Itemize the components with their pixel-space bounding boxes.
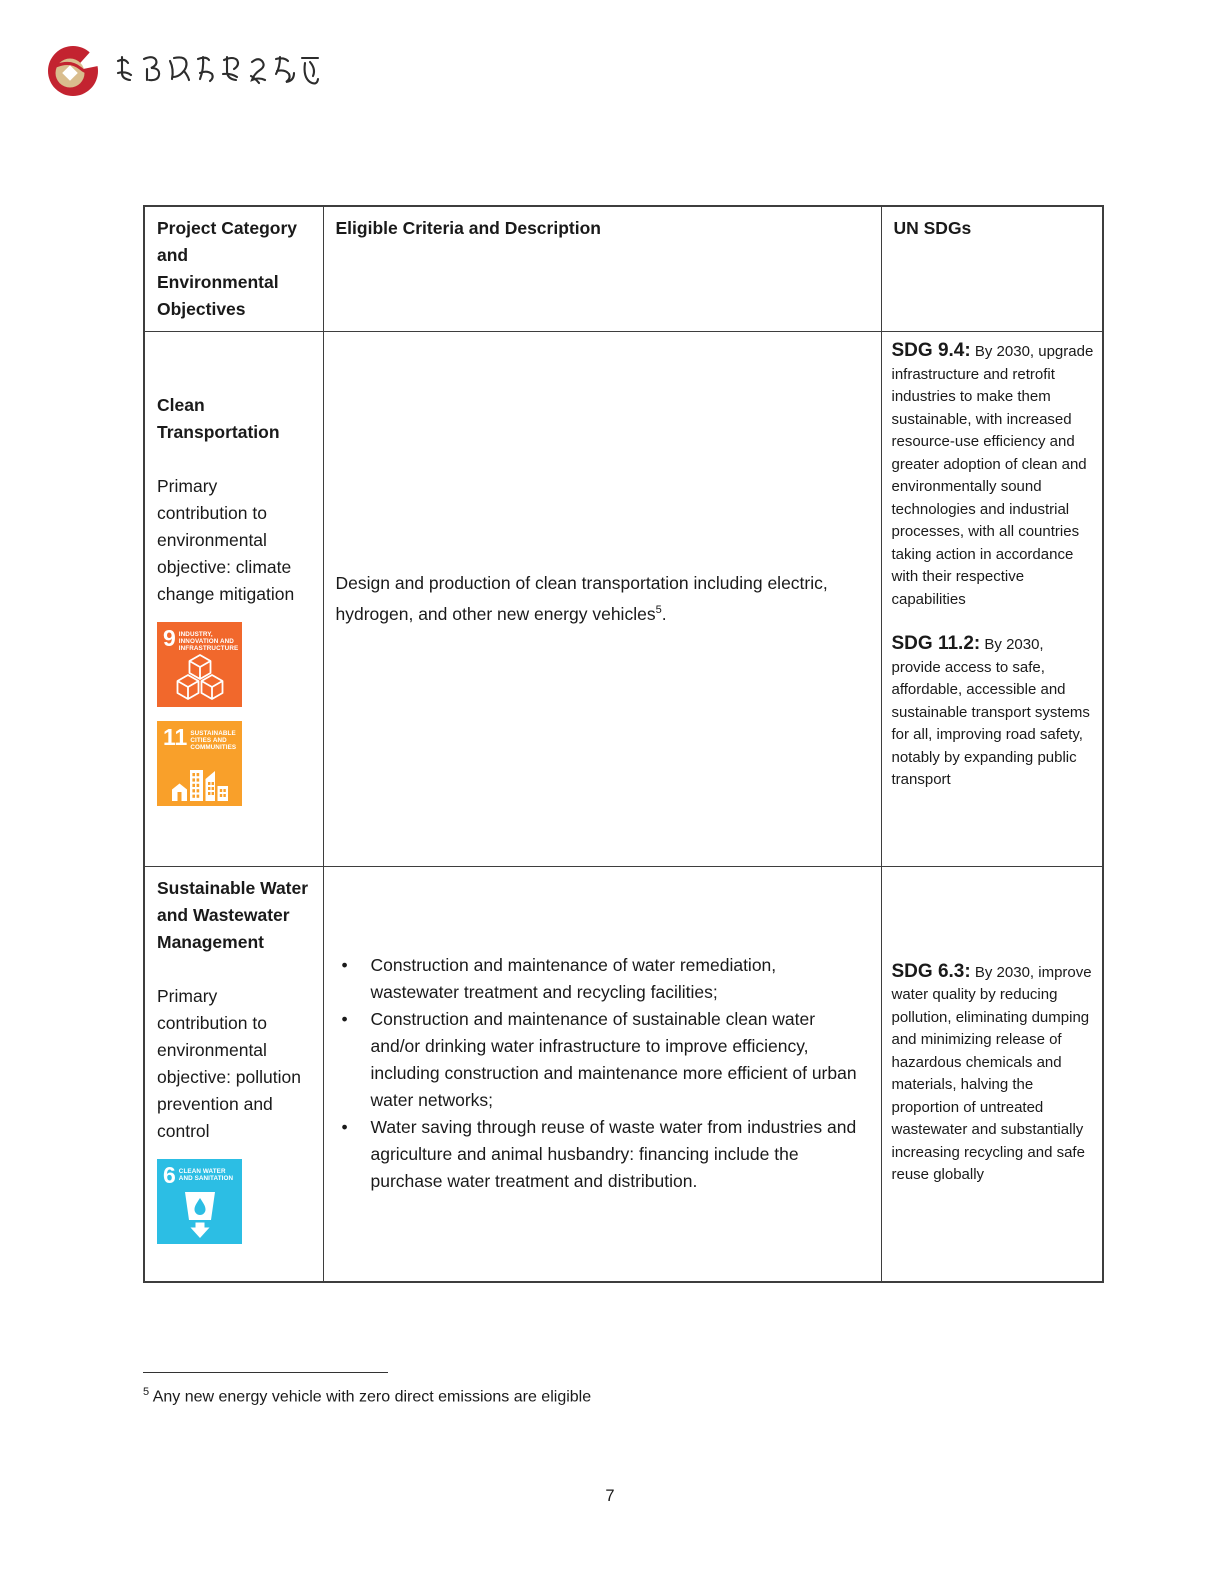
sdg-cell-clean-transportation [881, 332, 1103, 867]
criteria-bullet: • Water saving through reuse of waste water from industries and agriculture and animal husbandry: financing include the purchase water treatment and distribution. [336, 1114, 865, 1195]
sdg-cell-sustainable-water [881, 867, 1103, 1282]
category-cell-sustainable-water [144, 867, 323, 1282]
column-header-un-sdgs: UN SDGs [881, 206, 1103, 332]
sdg-11-number: 11 [163, 724, 188, 750]
company-logo-icon [46, 44, 100, 98]
criteria-bullet: • Construction and maintenance of sustainable clean water and/or drinking water infrastructure to improve efficiency, including construction and maintenance more efficient of urban water networks; [336, 1006, 865, 1114]
category-description: Primary contribution to environmental objective: climate change mitigation [157, 476, 295, 604]
sdg-11-2-text: SDG 11.2: By 2030, provide access to safe, affordable, accessible and sustainable transport systems for all, improving road safety, notably by expanding public transport [891, 633, 1090, 788]
table-row-clean-transportation [144, 332, 1103, 867]
sdg-6-number: 6 [163, 1162, 176, 1188]
eligible-criteria-table [143, 205, 1104, 1283]
sdg-9-icon [157, 622, 242, 707]
sdg-6-label: CLEAN WATER AND SANITATION [178, 1168, 234, 1183]
footnote [143, 1372, 903, 1408]
sdg-9-number: 9 [163, 625, 176, 651]
sdg11-skyline-icon [171, 761, 229, 801]
sdg9-cubes-icon [174, 654, 226, 702]
sdg-6-icon [157, 1159, 242, 1244]
sdg-9-4-text: SDG 9.4: By 2030, upgrade infrastructure and retrofit industries to make them sustainable, with increased resource-use efficiency and greater adoption of clean and environmentally sound technologies and industrial processes, with all countries taking action in accordance with their respective capabilities [891, 340, 1094, 608]
company-logo [46, 44, 324, 98]
category-cell-clean-transportation [144, 332, 323, 867]
category-title: Sustainable Water and Wastewater Management [157, 878, 309, 952]
criteria-cell-clean-transportation [323, 332, 881, 867]
category-title: Clean Transportation [157, 395, 280, 442]
footnote-separator-rule [143, 1372, 388, 1373]
sdg-9-label: INDUSTRY, INNOVATION AND INFRASTRUCTURE [178, 631, 239, 653]
sdg-11-icon [157, 721, 242, 806]
sdg6-water-icon [178, 1191, 222, 1239]
column-header-eligible-criteria: Eligible Criteria and Description [323, 206, 881, 332]
logo-calligraphy [112, 49, 324, 93]
footnote-reference-5: 5 [655, 604, 662, 617]
criteria-bullet: • Construction and maintenance of water remediation, wastewater treatment and recycling facilities; [336, 952, 865, 1006]
sdg-6-3-text: SDG 6.3: By 2030, improve water quality by reducing pollution, eliminating dumping and minimizing release of hazardous chemicals and materials, halving the proportion of untreated wastewater and substantially increasing recycling and safe reuse globally [891, 960, 1092, 1184]
sdg-11-label: SUSTAINABLE CITIES AND COMMUNITIES [190, 730, 237, 752]
column-header-project-category: Project Category and Environmental Objectives [144, 206, 323, 332]
table-header-row [144, 206, 1103, 332]
criteria-paragraph: Design and production of clean transportation including electric, hydrogen, and other new energy vehicles$^5$. [335, 573, 828, 624]
table-row-sustainable-water [144, 867, 1103, 1282]
criteria-bullet-list [336, 952, 865, 1195]
footnote-text: $^5$ Any new energy vehicle with zero direct emissions are eligible [143, 1386, 592, 1406]
category-description: Primary contribution to environmental objective: pollution prevention and control [157, 986, 301, 1141]
criteria-cell-sustainable-water [323, 867, 881, 1282]
page-number: 7 [605, 1487, 615, 1505]
